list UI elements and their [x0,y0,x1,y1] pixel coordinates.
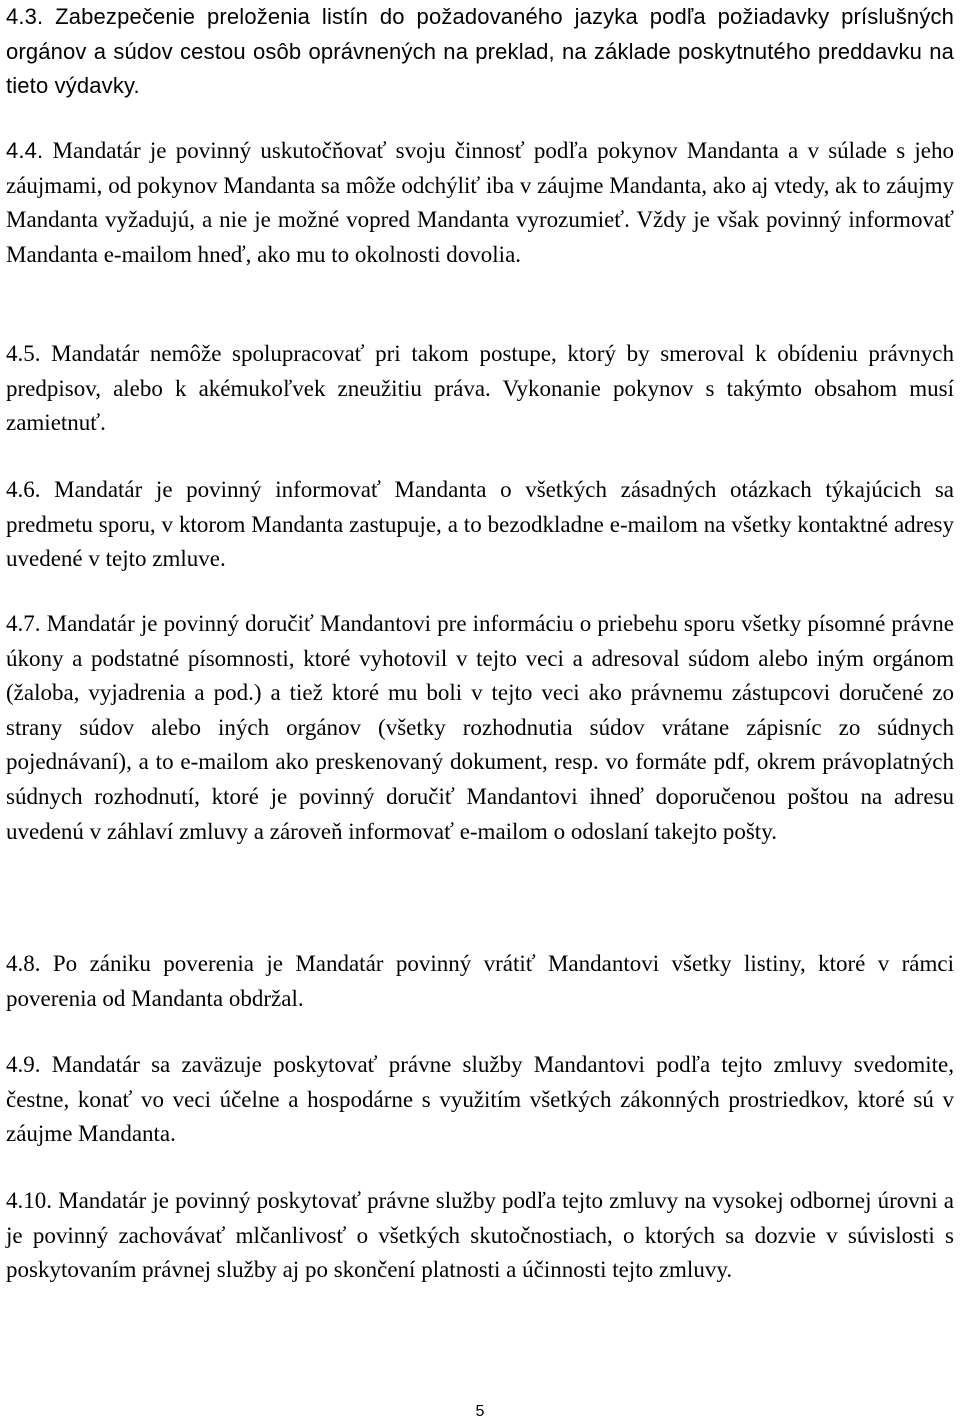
page-number: 5 [475,1403,485,1420]
paragraph-4-5 [6,337,954,441]
paragraph-4-6 [6,473,954,577]
paragraph-text: Mandatár je povinný informovať Mandanta o všetkých zásadných otázkach týkajúcich sa predmetu sporu, v ktorom Mandanta zastupuje, a to bezodkladne e-mailom na všetky kontaktné adresy uvedené v tejto zmluve. [6,477,955,572]
paragraph-4-7 [6,607,954,849]
paragraph-text: Mandatár je povinný uskutočňovať svoju činnosť podľa pokynov Mandanta a v súlade s jeho záujmami, od pokynov Mandanta sa môže odchýliť iba v záujme Mandanta, ako aj vtedy, ak to záujmy Mandanta vyžadujú, a nie je možné vopred Mandanta vyrozumieť. Vždy je však povinný informovať Mandanta e-mailom hneď, ako mu to okolnosti dovolia. [6,138,954,267]
paragraph-number: 4.3. [6,4,44,29]
paragraph-text: Mandatár sa zaväzuje poskytovať právne služby Mandantovi podľa tejto zmluvy svedomite, čestne, konať vo veci účelne a hospodárne s využitím všetkých zákonných prostriedkov, ktoré sú v záujme Mandanta. [6,1052,955,1147]
paragraph-number: 4.6. [6,477,41,502]
paragraph-4-8 [6,947,954,1016]
paragraph-4-4 [6,134,954,272]
paragraph-number: 4.9. [6,1052,41,1077]
paragraph-number: 4.5. [6,341,41,366]
paragraph-number: 4.8. [6,951,41,976]
paragraph-text: Zabezpečenie preloženia listín do požadovaného jazyka podľa požiadavky príslušných orgánov a súdov cestou osôb oprávnených na preklad, na základe poskytnutého preddavku na tieto výdavky. [6,4,955,99]
paragraph-text: Mandatár je povinný poskytovať právne služby podľa tejto zmluvy na vysokej odbornej úrovni a je povinný zachovávať mlčanlivosť o všetkých skutočnostiach, o ktorých sa dozvie v súvislosti s poskytovaním právnej služby aj po skončení platnosti a účinnosti tejto zmluvy. [6,1188,955,1283]
paragraph-4-3 [6,0,954,104]
paragraph-4-9 [6,1048,954,1152]
paragraph-number: 4.7. [6,611,41,636]
paragraph-number: 4.10. [6,1188,52,1213]
paragraph-number: 4.4. [6,138,44,163]
paragraph-text: Po zániku poverenia je Mandatár povinný vrátiť Mandantovi všetky listiny, ktoré v rámci poverenia od Mandanta obdržal. [6,951,954,1011]
paragraph-text: Mandatár je povinný doručiť Mandantovi pre informáciu o priebehu sporu všetky písomné právne úkony a podstatné písomnosti, ktoré vyhotovil v tejto veci a adresoval súdom alebo iným orgánom (žaloba, vyjadrenia a pod.) a tiež ktoré mu boli v tejto veci ako právnemu zástupcovi doručené zo strany súdov alebo iných orgánov (všetky rozhodnutia súdov vrátane zápisníc zo súdnych pojednávaní), a to e-mailom ako preskenovaný dokument, resp. vo formáte pdf, okrem právoplatných súdnych rozhodnutí, ktoré je povinný doručiť Mandantovi ihneď doporučenou poštou na adresu uvedenú v záhlaví zmluvy a zároveň informovať e-mailom o odoslaní takejto pošty. [6,611,955,844]
paragraph-4-10 [6,1184,954,1288]
paragraph-text: Mandatár nemôže spolupracovať pri takom postupe, ktorý by smeroval k obídeniu právnych predpisov, alebo k akémukoľvek zneužitiu práva. Vykonanie pokynov s takýmto obsahom musí zamietnuť. [6,341,954,436]
